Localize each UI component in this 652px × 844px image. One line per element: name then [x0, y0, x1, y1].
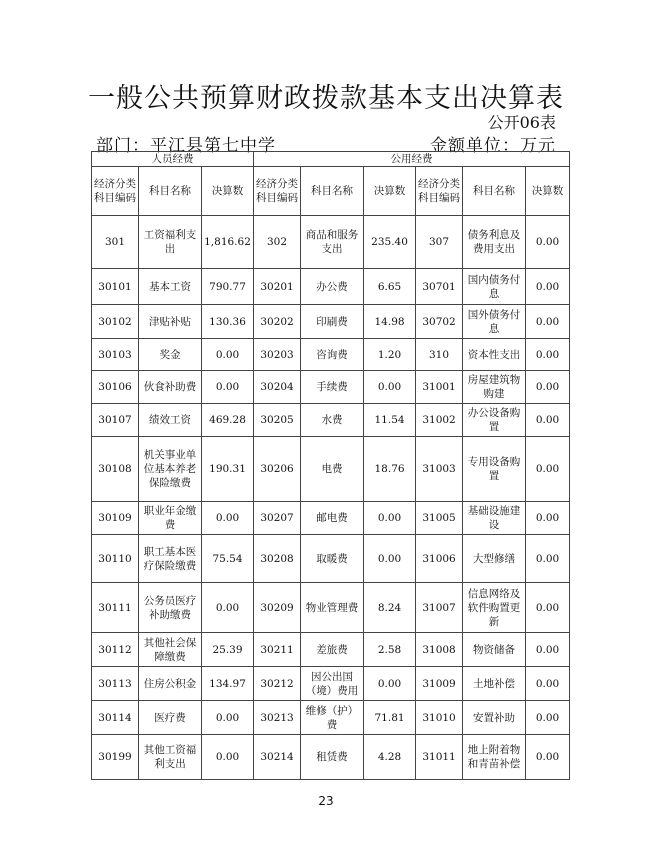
- row-amount: 14.98: [364, 305, 416, 339]
- row-amount: 1.20: [364, 339, 416, 371]
- row-code: 31006: [416, 535, 463, 583]
- row-amount: 130.36: [202, 305, 254, 339]
- row-amount: 190.31: [202, 437, 254, 502]
- row-item-name: 手续费: [301, 371, 364, 404]
- row-amount: 0.00: [364, 371, 416, 404]
- row-item-name: 安置补助: [463, 701, 526, 735]
- row-amount: 0.00: [526, 437, 570, 502]
- department-label: 部门：平江县第七中学: [96, 136, 276, 156]
- row-amount: 8.24: [364, 583, 416, 633]
- col-header-amount: 决算数: [364, 167, 416, 216]
- row-amount: 469.28: [202, 404, 254, 437]
- row-item-name: 地上附着物和青苗补偿: [463, 735, 526, 780]
- row-item-name: 其他社会保障缴费: [139, 633, 202, 667]
- row-code: 30204: [254, 371, 301, 404]
- row-amount: 0.00: [202, 735, 254, 780]
- row-amount: 0.00: [202, 371, 254, 404]
- row-amount: 1,816.62: [202, 216, 254, 269]
- table-row: [92, 404, 570, 437]
- row-item-name: 土地补偿: [463, 667, 526, 701]
- row-item-name: 其他工资福利支出: [139, 735, 202, 780]
- row-code: 31011: [416, 735, 463, 780]
- group-header-personnel: 人员经费: [92, 152, 254, 167]
- row-amount: 0.00: [202, 502, 254, 535]
- row-code: 30107: [92, 404, 139, 437]
- row-item-name: 职业年金缴费: [139, 502, 202, 535]
- row-item-name: 基础设施建设: [463, 502, 526, 535]
- page-number: 23: [318, 794, 334, 808]
- row-item-name: 差旅费: [301, 633, 364, 667]
- row-code: 30207: [254, 502, 301, 535]
- row-code: 30201: [254, 269, 301, 305]
- row-code: 31010: [416, 701, 463, 735]
- row-amount: 235.40: [364, 216, 416, 269]
- col-header-amount: 决算数: [526, 167, 570, 216]
- row-code: 30202: [254, 305, 301, 339]
- row-code: 30214: [254, 735, 301, 780]
- col-header-name: 科目名称: [301, 167, 364, 216]
- row-code: 307: [416, 216, 463, 269]
- table-row: [92, 339, 570, 371]
- page-title: 一般公共预算财政拨款基本支出决算表: [88, 83, 564, 114]
- table-row: [92, 735, 570, 780]
- row-code: 30101: [92, 269, 139, 305]
- row-item-name: 信息网络及软件购置更新: [463, 583, 526, 633]
- row-amount: 6.65: [364, 269, 416, 305]
- row-code: 30203: [254, 339, 301, 371]
- row-item-name: 基本工资: [139, 269, 202, 305]
- row-item-name: 办公设备购置: [463, 404, 526, 437]
- row-item-name: 大型修缮: [463, 535, 526, 583]
- row-amount: 11.54: [364, 404, 416, 437]
- row-code: 30212: [254, 667, 301, 701]
- row-code: 30112: [92, 633, 139, 667]
- row-amount: 0.00: [364, 502, 416, 535]
- row-code: 30701: [416, 269, 463, 305]
- row-item-name: 办公费: [301, 269, 364, 305]
- row-amount: 0.00: [526, 735, 570, 780]
- table-row: [92, 667, 570, 701]
- row-code: 301: [92, 216, 139, 269]
- row-amount: 75.54: [202, 535, 254, 583]
- row-amount: 18.76: [364, 437, 416, 502]
- row-amount: 790.77: [202, 269, 254, 305]
- row-code: 31003: [416, 437, 463, 502]
- row-item-name: 绩效工资: [139, 404, 202, 437]
- row-code: 30206: [254, 437, 301, 502]
- table-row: [92, 305, 570, 339]
- row-code: 30108: [92, 437, 139, 502]
- col-header-name: 科目名称: [139, 167, 202, 216]
- row-item-name: 机关事业单位基本养老保险缴费: [139, 437, 202, 502]
- row-code: 31009: [416, 667, 463, 701]
- row-item-name: 医疗费: [139, 701, 202, 735]
- table-row: [92, 535, 570, 583]
- row-amount: 0.00: [526, 701, 570, 735]
- row-amount: 71.81: [364, 701, 416, 735]
- row-amount: 0.00: [526, 339, 570, 371]
- table-row: [92, 371, 570, 404]
- row-amount: 0.00: [364, 667, 416, 701]
- row-amount: 0.00: [526, 404, 570, 437]
- table-row: [92, 269, 570, 305]
- group-header-public: 公用经费: [254, 152, 570, 167]
- row-amount: 134.97: [202, 667, 254, 701]
- row-item-name: 工资福利支出: [139, 216, 202, 269]
- row-amount: 0.00: [526, 305, 570, 339]
- row-item-name: 房屋建筑物购建: [463, 371, 526, 404]
- row-code: 30106: [92, 371, 139, 404]
- row-amount: 0.00: [202, 339, 254, 371]
- row-code: 30211: [254, 633, 301, 667]
- row-item-name: 咨询费: [301, 339, 364, 371]
- table-row: [92, 216, 570, 269]
- row-code: 30103: [92, 339, 139, 371]
- row-code: 31007: [416, 583, 463, 633]
- row-item-name: 商品和服务支出: [301, 216, 364, 269]
- row-amount: 0.00: [364, 535, 416, 583]
- row-item-name: 公务员医疗补助缴费: [139, 583, 202, 633]
- row-amount: 0.00: [526, 667, 570, 701]
- row-code: 30213: [254, 701, 301, 735]
- row-amount: 25.39: [202, 633, 254, 667]
- row-item-name: 租赁费: [301, 735, 364, 780]
- row-code: 30209: [254, 583, 301, 633]
- row-amount: 0.00: [202, 583, 254, 633]
- row-item-name: 维修（护）费: [301, 701, 364, 735]
- row-code: 30205: [254, 404, 301, 437]
- row-amount: 2.58: [364, 633, 416, 667]
- row-code: 30109: [92, 502, 139, 535]
- form-number: 公开06表: [487, 113, 556, 132]
- col-header-amount: 决算数: [202, 167, 254, 216]
- row-amount: 0.00: [526, 502, 570, 535]
- row-amount: 0.00: [526, 535, 570, 583]
- row-code: 30702: [416, 305, 463, 339]
- col-header-code: 经济分类科目编码: [92, 167, 139, 216]
- table-row: [92, 502, 570, 535]
- table-row: [92, 437, 570, 502]
- row-code: 30113: [92, 667, 139, 701]
- row-item-name: 物资储备: [463, 633, 526, 667]
- row-code: 310: [416, 339, 463, 371]
- row-code: 30110: [92, 535, 139, 583]
- row-amount: 4.28: [364, 735, 416, 780]
- row-code: 30208: [254, 535, 301, 583]
- col-header-code: 经济分类科目编码: [254, 167, 301, 216]
- row-item-name: 印刷费: [301, 305, 364, 339]
- row-amount: 0.00: [526, 216, 570, 269]
- row-item-name: 国内债务付息: [463, 269, 526, 305]
- table-row: [92, 701, 570, 735]
- table-row: [92, 583, 570, 633]
- row-item-name: 奖金: [139, 339, 202, 371]
- row-item-name: 伙食补助费: [139, 371, 202, 404]
- col-header-name: 科目名称: [463, 167, 526, 216]
- row-amount: 0.00: [526, 269, 570, 305]
- row-item-name: 国外债务付息: [463, 305, 526, 339]
- row-code: 30111: [92, 583, 139, 633]
- row-item-name: 津贴补贴: [139, 305, 202, 339]
- row-item-name: 资本性支出: [463, 339, 526, 371]
- row-amount: 0.00: [526, 633, 570, 667]
- row-amount: 0.00: [526, 371, 570, 404]
- row-item-name: 因公出国（境）费用: [301, 667, 364, 701]
- row-code: 31001: [416, 371, 463, 404]
- row-code: 31002: [416, 404, 463, 437]
- row-code: 31005: [416, 502, 463, 535]
- row-item-name: 电费: [301, 437, 364, 502]
- table-row: [92, 633, 570, 667]
- row-item-name: 专用设备购置: [463, 437, 526, 502]
- row-item-name: 职工基本医疗保险缴费: [139, 535, 202, 583]
- row-amount: 0.00: [202, 701, 254, 735]
- row-code: 302: [254, 216, 301, 269]
- row-item-name: 水费: [301, 404, 364, 437]
- row-item-name: 物业管理费: [301, 583, 364, 633]
- row-code: 30114: [92, 701, 139, 735]
- row-amount: 0.00: [526, 583, 570, 633]
- row-item-name: 债务利息及费用支出: [463, 216, 526, 269]
- expenditure-table: [91, 151, 570, 780]
- row-code: 30199: [92, 735, 139, 780]
- row-code: 30102: [92, 305, 139, 339]
- row-item-name: 住房公积金: [139, 667, 202, 701]
- col-header-code: 经济分类科目编码: [416, 167, 463, 216]
- amount-unit-label: 金额单位：万元: [430, 136, 556, 156]
- row-code: 31008: [416, 633, 463, 667]
- row-item-name: 邮电费: [301, 502, 364, 535]
- row-item-name: 取暖费: [301, 535, 364, 583]
